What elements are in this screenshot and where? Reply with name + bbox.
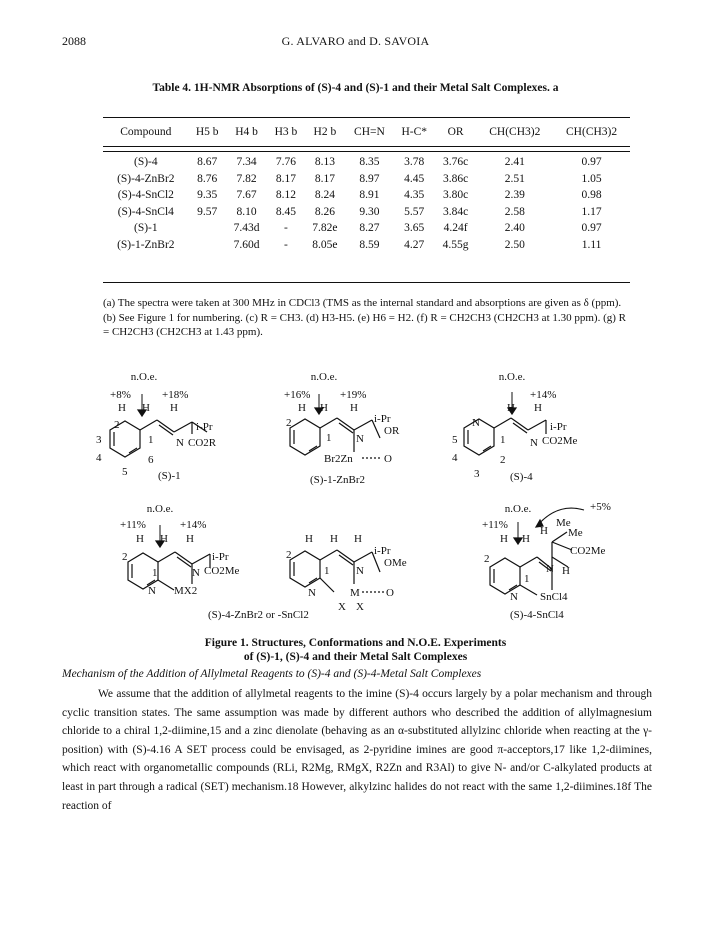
value-cell: 7.34 <box>236 156 257 169</box>
s4-noe: n.O.e. <box>498 371 526 383</box>
column-header: H-C* <box>401 126 428 138</box>
value-cell <box>189 220 226 237</box>
value-cell: 8.17 <box>275 172 297 185</box>
sn-n-ring: N <box>510 591 518 603</box>
m-num-2: 2 <box>122 551 128 563</box>
sn-n: N <box>546 563 554 575</box>
value-cell: 4.24f <box>443 222 468 235</box>
sn-h-a: H <box>500 533 508 545</box>
value-cell: 8.27 <box>359 222 380 235</box>
c-h-a: H <box>305 533 313 545</box>
compound-cell: (S)-1-ZnBr2 <box>117 238 175 251</box>
s4-co2me: CO2Me <box>542 435 578 447</box>
c-x-a: X <box>338 601 346 613</box>
m-co2me: CO2Me <box>204 565 240 577</box>
s4-h-b: H <box>534 402 542 414</box>
s1-h-c: H <box>170 402 178 414</box>
c-ome: OMe <box>384 557 407 569</box>
sn-sncl4: SnCl4 <box>540 591 568 603</box>
column-header: CH(CH3)2 <box>566 126 618 138</box>
s4-noe-right: +14% <box>530 389 557 401</box>
s1-num-6: 6 <box>148 454 154 466</box>
s1zn-h-b: H <box>320 402 328 414</box>
c-h-c: H <box>354 533 362 545</box>
s1-num-5: 5 <box>122 466 128 478</box>
column-header: H5 b <box>195 126 219 138</box>
value-cell: 4.55g <box>442 238 469 251</box>
nmr-table <box>103 118 630 253</box>
s1-num-4: 4 <box>96 452 102 464</box>
s1-n: N <box>176 437 184 449</box>
s1-ipr: i-Pr <box>196 421 213 433</box>
sn-me-b: Me <box>568 527 583 539</box>
value-cell: 3.65 <box>404 222 425 235</box>
s1-noe-left: +8% <box>110 389 131 401</box>
s1zn-num-2: 2 <box>286 417 292 429</box>
compound-cell: (S)-4-ZnBr2 <box>117 172 175 185</box>
figure-caption-line-1: Figure 1. Structures, Conformations and N.O.E. Experiments <box>204 637 507 649</box>
s1zn-ipr: i-Pr <box>374 413 391 425</box>
value-cell: 0.97 <box>581 222 602 235</box>
column-header: H3 b <box>274 126 298 138</box>
value-cell: 8.24 <box>314 189 335 202</box>
value-cell: 2.58 <box>504 205 525 218</box>
c-n-ring: N <box>308 587 316 599</box>
value-cell: 8.26 <box>314 205 335 218</box>
m-noe-right: +14% <box>180 519 207 531</box>
m-n-ring: N <box>148 585 156 597</box>
value-cell: 3.80c <box>442 189 469 202</box>
c-ipr: i-Pr <box>374 545 391 557</box>
column-header: CH(CH3)2 <box>489 126 541 138</box>
value-cell: 2.51 <box>504 172 525 185</box>
value-cell: 3.86c <box>442 172 469 185</box>
sn-noe: n.O.e. <box>504 503 532 515</box>
c-x-b: X <box>356 601 364 613</box>
value-cell: 8.76 <box>197 172 218 185</box>
m-name: (S)-4-ZnBr2 or -SnCl2 <box>208 609 309 621</box>
s1zn-name: (S)-1-ZnBr2 <box>310 474 365 486</box>
m-num-1: 1 <box>152 567 158 579</box>
sn-co2me: CO2Me <box>570 545 606 557</box>
value-cell: 0.98 <box>581 189 602 202</box>
value-cell: 8.35 <box>359 156 380 169</box>
table-bottom-rule <box>103 282 630 283</box>
value-cell: 8.05e <box>312 238 338 251</box>
s1zn-h-a: H <box>298 402 306 414</box>
m-h-a: H <box>136 533 144 545</box>
s4-num-5: 5 <box>452 434 458 446</box>
table-row <box>103 204 630 221</box>
m-n: N <box>192 567 200 579</box>
value-cell: 1.05 <box>581 172 602 185</box>
value-cell: 1.17 <box>581 205 602 218</box>
value-cell: 2.41 <box>504 156 525 169</box>
body-text <box>62 685 652 815</box>
table-header-row <box>103 118 630 146</box>
sn-noe-left: +11% <box>482 519 508 531</box>
value-cell: 2.50 <box>504 238 525 251</box>
value-cell: 7.43d <box>233 222 260 235</box>
compound-cell: (S)-1 <box>133 222 158 235</box>
table-footnote: (a) The spectra were taken at 300 MHz in CDCl3 (TMS as the internal standard and absorptions are given as δ (ppm). (b) See Figure 1 for numbering. (c) R = CH3. (d) H3-H5. (e) H6 = H2. (f) R = CH2CH3 (CH2CH3 at 1.30 ppm). (g) R = CH2CH3 (CH2CH3 at 1.43 ppm). <box>103 297 627 338</box>
m-ipr: i-Pr <box>212 551 229 563</box>
s1-name: (S)-1 <box>158 470 181 482</box>
s1-num-2: 2 <box>114 419 120 431</box>
s1zn-h-c: H <box>350 402 358 414</box>
page-number: 2088 <box>62 34 86 48</box>
s1zn-br2zn: Br2Zn <box>324 453 353 465</box>
s4-n-ring: N <box>472 417 480 429</box>
value-cell: - <box>284 222 288 235</box>
value-cell: 7.76 <box>275 156 297 169</box>
value-cell: 9.30 <box>359 205 380 218</box>
s4-num-4: 4 <box>452 452 458 464</box>
column-header: H4 b <box>235 126 258 138</box>
m-noe-left: +11% <box>120 519 146 531</box>
value-cell: 7.60d <box>233 238 260 251</box>
s1-num-1: 1 <box>148 434 154 446</box>
value-cell: 7.67 <box>236 189 257 202</box>
table-row <box>103 220 630 237</box>
s1zn-n: N <box>356 433 364 445</box>
c-o: O <box>386 587 394 599</box>
c-num-2: 2 <box>286 549 292 561</box>
section-heading: Mechanism of the Addition of Allylmetal Reagents to (S)-4 and (S)-4-Metal Salt Complexes <box>62 668 482 680</box>
value-cell: 8.59 <box>359 238 380 251</box>
sn-me-a: Me <box>556 517 571 529</box>
c-h-b: H <box>330 533 338 545</box>
value-cell: 3.84c <box>442 205 469 218</box>
sn-num-2: 2 <box>484 553 490 565</box>
value-cell: 9.35 <box>197 189 218 202</box>
value-cell: 8.97 <box>359 172 380 185</box>
table-caption: Table 4. 1H-NMR Absorptions of (S)-4 and (S)-1 and their Metal Salt Complexes. a <box>152 82 559 94</box>
s1-h-a: H <box>118 402 126 414</box>
s1zn-num-1: 1 <box>326 432 332 444</box>
s4-num-3: 3 <box>474 468 480 480</box>
structure-chelate-m <box>290 550 384 592</box>
paragraph: We assume that the addition of allylmetal reagents to the imine (S)-4 occurs largely by a polar mechanism and through cyclic transition states. The same assumption was made by different authors who described the addition of allylmagnesium chloride to a chiral 1,2-diimine,15 and a zinc dienolate (behaving as an α-substituted allylzinc chloride when reacting at the γ-position) with (S)-4.16 A SET process could be envisaged, as 2-pyridine imines are good π-acceptors,17 like 1,2-diimines, which react with organometallic compounds (RLi, R2Mg, RMgX, R2Zn and R3Al) to give N- and/or C-alkylated products at least in part through a radical (SET) mechanism.18 However, alkylzinc halides do not react with the same 1,2-diimines.18f The reaction of <box>62 688 652 812</box>
sn-num-1: 1 <box>524 573 530 585</box>
column-header: OR <box>447 126 464 138</box>
c-num-1: 1 <box>324 565 330 577</box>
value-cell: 8.10 <box>236 205 257 218</box>
s4-ipr: i-Pr <box>550 421 567 433</box>
m-mx2: MX2 <box>174 585 198 597</box>
value-cell: 4.45 <box>404 172 425 185</box>
value-cell: - <box>284 238 288 251</box>
s1zn-noe-left: +16% <box>284 389 311 401</box>
value-cell: 8.12 <box>275 189 297 202</box>
s1zn-noe: n.O.e. <box>310 371 338 383</box>
s4-num-1: 1 <box>500 434 506 446</box>
c-m: M <box>350 587 360 599</box>
compound-cell: (S)-4 <box>133 156 158 169</box>
s4-name: (S)-4 <box>510 471 533 483</box>
s1zn-o: O <box>384 453 392 465</box>
s4-h-a: H <box>507 402 515 414</box>
value-cell: 1.11 <box>581 238 602 251</box>
value-cell: 8.45 <box>275 205 297 218</box>
value-cell: 2.39 <box>504 189 525 202</box>
value-cell: 8.67 <box>197 156 218 169</box>
s4-num-2: 2 <box>500 454 506 466</box>
value-cell: 7.82e <box>312 222 338 235</box>
value-cell: 0.97 <box>581 156 602 169</box>
value-cell: 9.57 <box>197 205 218 218</box>
sn-h-c: H <box>540 525 548 537</box>
compound-cell: (S)-4-SnCl2 <box>117 189 174 202</box>
value-cell: 4.35 <box>404 189 425 202</box>
table-row <box>103 171 630 188</box>
s1zn-or: OR <box>384 425 400 437</box>
s4-n: N <box>530 437 538 449</box>
value-cell: 7.82 <box>236 172 257 185</box>
s1-noe: n.O.e. <box>130 371 158 383</box>
sn-h-b: H <box>522 533 530 545</box>
sn-noe-right: +5% <box>590 501 611 513</box>
figure-caption-line-2: of (S)-1, (S)-4 and their Metal Salt Complexes <box>243 651 468 663</box>
s1-num-3: 3 <box>96 434 102 446</box>
sn-name: (S)-4-SnCl4 <box>510 609 564 621</box>
value-cell: 3.76c <box>442 156 469 169</box>
running-head: G. ALVARO and D. SAVOIA <box>281 34 430 48</box>
compound-cell: (S)-4-SnCl4 <box>117 205 174 218</box>
column-header: H2 b <box>313 126 337 138</box>
column-header: CH=N <box>354 126 385 138</box>
value-cell: 2.40 <box>504 222 525 235</box>
m-h-c: H <box>186 533 194 545</box>
table-row <box>103 187 630 204</box>
figure-structures <box>62 362 662 634</box>
table-row <box>103 237 630 254</box>
value-cell: 8.17 <box>314 172 335 185</box>
s1-noe-right: +18% <box>162 389 189 401</box>
value-cell: 5.57 <box>404 205 425 218</box>
figure-caption <box>0 636 711 664</box>
s1-co2r: CO2R <box>188 437 217 449</box>
value-cell: 3.78 <box>404 156 425 169</box>
m-h-b: H <box>160 533 168 545</box>
column-header: Compound <box>120 126 172 138</box>
table-row <box>103 146 630 171</box>
value-cell: 8.13 <box>314 156 335 169</box>
m-noe: n.O.e. <box>146 503 174 515</box>
value-cell: 4.27 <box>404 238 425 251</box>
table-body <box>103 146 630 253</box>
s1-h-b: H <box>142 402 150 414</box>
sn-h-d: H <box>562 565 570 577</box>
value-cell: 8.91 <box>359 189 380 202</box>
value-cell <box>189 237 226 254</box>
s1zn-noe-right: +19% <box>340 389 367 401</box>
c-n: N <box>356 565 364 577</box>
